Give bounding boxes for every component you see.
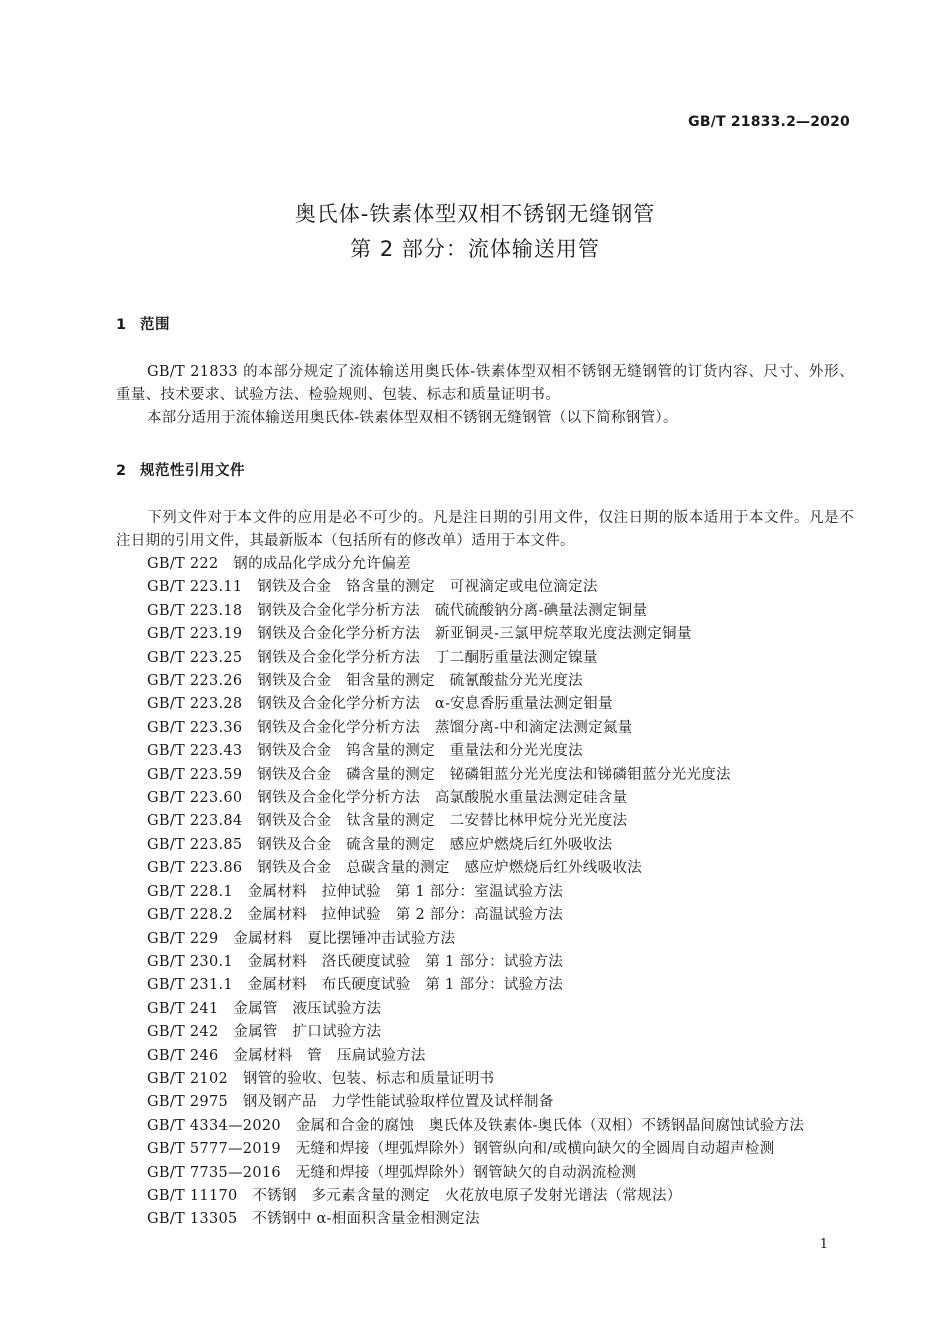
reference-code: GB/T 13305 — [147, 1211, 238, 1228]
reference-code: GB/T 5777—2019 — [147, 1141, 281, 1158]
reference-title: 钢及钢产品 力学性能试验取样位置及试样制备 — [242, 1094, 554, 1111]
reference-item — [147, 576, 804, 599]
reference-code: GB/T 230.1 — [147, 953, 233, 970]
reference-item — [147, 1115, 804, 1138]
reference-title: 金属材料 布氏硬度试验 第 1 部分：试验方法 — [247, 977, 564, 994]
scope-paragraph-2 — [116, 407, 854, 430]
reference-title: 钢铁及合金化学分析方法 硫代硫酸钠分离-碘量法测定铜量 — [257, 602, 648, 619]
reference-title: 钢铁及合金化学分析方法 新亚铜灵-三氯甲烷萃取光度法测定铜量 — [257, 626, 692, 643]
reference-title: 金属材料 拉伸试验 第 2 部分：高温试验方法 — [247, 907, 564, 924]
reference-item — [147, 553, 804, 576]
reference-item — [147, 693, 804, 716]
reference-title: 金属材料 拉伸试验 第 1 部分：室温试验方法 — [247, 883, 564, 900]
reference-item — [147, 740, 804, 763]
scope-paragraph-1 — [116, 361, 854, 407]
paragraph-text: 下列文件对于本文件的应用是必不可少的。凡是注日期的引用文件，仅注日期的版本适用于本文件。凡是不注日期的引用文件，其最新版本（包括所有的修改单）适用于本文件。 — [116, 510, 854, 549]
reference-item — [147, 928, 804, 951]
reference-item — [147, 1185, 804, 1208]
reference-list — [147, 553, 804, 1232]
references-intro-paragraph — [116, 507, 854, 553]
reference-code: GB/T 242 — [147, 1024, 219, 1041]
reference-title: 钢铁及合金 铬含量的测定 可视滴定或电位滴定法 — [257, 579, 598, 596]
reference-item — [147, 1162, 804, 1185]
reference-title: 钢铁及合金 钛含量的测定 二安替比林甲烷分光光度法 — [257, 813, 628, 830]
reference-title: 金属材料 洛氏硬度试验 第 1 部分：试验方法 — [247, 953, 564, 970]
reference-code: GB/T 4334—2020 — [147, 1117, 281, 1134]
reference-item — [147, 1021, 804, 1044]
reference-code: GB/T 231.1 — [147, 977, 233, 994]
reference-item — [147, 1068, 804, 1091]
reference-title: 金属和合金的腐蚀 奥氏体及铁素体-奥氏体（双相）不锈钢晶间腐蚀试验方法 — [295, 1117, 805, 1134]
section-title: 范围 — [140, 317, 170, 333]
reference-item — [147, 1208, 804, 1231]
reference-item — [147, 600, 804, 623]
document-title-line-2: 第 2 部分：流体输送用管 — [350, 237, 600, 261]
reference-title: 钢铁及合金 硫含量的测定 感应炉燃烧后红外吸收法 — [257, 836, 613, 853]
reference-code: GB/T 223.84 — [147, 813, 243, 830]
reference-code: GB/T 2975 — [147, 1094, 229, 1111]
reference-item — [147, 717, 804, 740]
reference-title: 金属管 扩口试验方法 — [233, 1024, 382, 1041]
reference-item — [147, 881, 804, 904]
reference-item — [147, 647, 804, 670]
reference-code: GB/T 223.85 — [147, 836, 243, 853]
reference-code: GB/T 223.28 — [147, 696, 243, 713]
reference-code: GB/T 246 — [147, 1047, 219, 1064]
reference-title: 金属管 液压试验方法 — [233, 1000, 382, 1017]
reference-title: 钢铁及合金 钨含量的测定 重量法和分光光度法 — [257, 743, 583, 760]
reference-code: GB/T 241 — [147, 1000, 219, 1017]
reference-code: GB/T 228.1 — [147, 883, 233, 900]
reference-code: GB/T 222 — [147, 556, 219, 572]
reference-code: GB/T 223.60 — [147, 790, 243, 807]
section-number: 1 — [116, 317, 127, 333]
reference-title: 钢铁及合金化学分析方法 高氯酸脱水重量法测定硅含量 — [257, 790, 628, 807]
reference-item — [147, 787, 804, 810]
reference-code: GB/T 229 — [147, 930, 219, 947]
reference-code: GB/T 223.11 — [147, 579, 243, 596]
reference-title: 钢铁及合金化学分析方法 丁二酮肟重量法测定镍量 — [257, 649, 598, 666]
reference-item — [147, 670, 804, 693]
reference-code: GB/T 7735—2016 — [147, 1164, 281, 1181]
reference-item — [147, 1091, 804, 1114]
section-number: 2 — [116, 463, 127, 479]
reference-item — [147, 951, 804, 974]
reference-item — [147, 1045, 804, 1068]
standard-code: GB/T 21833.2—2020 — [688, 114, 850, 130]
reference-code: GB/T 11170 — [147, 1187, 238, 1204]
reference-title: 钢铁及合金化学分析方法 α-安息香肟重量法测定钼量 — [257, 696, 613, 713]
reference-code: GB/T 2102 — [147, 1070, 229, 1087]
reference-code: GB/T 223.86 — [147, 860, 243, 877]
reference-title: 钢管的验收、包装、标志和质量证明书 — [242, 1070, 495, 1087]
reference-code: GB/T 228.2 — [147, 907, 233, 924]
reference-title: 不锈钢中 α-相面积含量金相测定法 — [252, 1211, 480, 1228]
reference-item — [147, 764, 804, 787]
reference-title: 无缝和焊接（埋弧焊除外）钢管纵向和/或横向缺欠的全圆周自动超声检测 — [295, 1141, 775, 1158]
reference-title: 不锈钢 多元素含量的测定 火花放电原子发射光谱法（常规法） — [252, 1187, 682, 1204]
reference-item — [147, 857, 804, 880]
reference-item — [147, 998, 804, 1021]
section-title: 规范性引用文件 — [140, 463, 245, 479]
page-number: 1 — [819, 1237, 828, 1252]
reference-code: GB/T 223.19 — [147, 626, 243, 643]
reference-title: 钢铁及合金 总碳含量的测定 感应炉燃烧后红外线吸收法 — [257, 860, 643, 877]
document-title-line-1: 奥氏体-铁素体型双相不锈钢无缝钢管 — [294, 202, 656, 226]
paragraph-text: GB/T 21833 的本部分规定了流体输送用奥氏体-铁素体型双相不锈钢无缝钢管的订货内容、尺寸、外形、重量、技术要求、试验方法、检验规则、包装、标志和质量证明书。 — [116, 364, 854, 403]
reference-item — [147, 1138, 804, 1161]
reference-code: GB/T 223.26 — [147, 673, 243, 690]
section-heading-scope — [116, 313, 170, 334]
reference-title: 钢铁及合金 磷含量的测定 铋磷钼蓝分光光度法和锑磷钼蓝分光光度法 — [257, 766, 731, 783]
reference-title: 钢铁及合金化学分析方法 蒸馏分离-中和滴定法测定氮量 — [257, 719, 633, 736]
reference-code: GB/T 223.59 — [147, 766, 243, 783]
paragraph-text: 本部分适用于流体输送用奥氏体-铁素体型双相不锈钢无缝钢管（以下简称钢管）。 — [147, 410, 678, 426]
reference-item — [147, 623, 804, 646]
reference-item — [147, 904, 804, 927]
reference-code: GB/T 223.18 — [147, 602, 243, 619]
reference-title: 金属材料 夏比摆锤冲击试验方法 — [233, 930, 456, 947]
section-heading-normative-references — [116, 459, 245, 480]
reference-title: 钢的成品化学成分允许偏差 — [233, 556, 411, 572]
reference-item — [147, 810, 804, 833]
reference-code: GB/T 223.36 — [147, 719, 243, 736]
reference-item — [147, 834, 804, 857]
reference-title: 钢铁及合金 钼含量的测定 硫氰酸盐分光光度法 — [257, 673, 583, 690]
reference-title: 无缝和焊接（埋弧焊除外）钢管缺欠的自动涡流检测 — [295, 1164, 637, 1181]
reference-code: GB/T 223.43 — [147, 743, 243, 760]
reference-title: 金属材料 管 压扁试验方法 — [233, 1047, 426, 1064]
reference-item — [147, 974, 804, 997]
reference-code: GB/T 223.25 — [147, 649, 243, 666]
